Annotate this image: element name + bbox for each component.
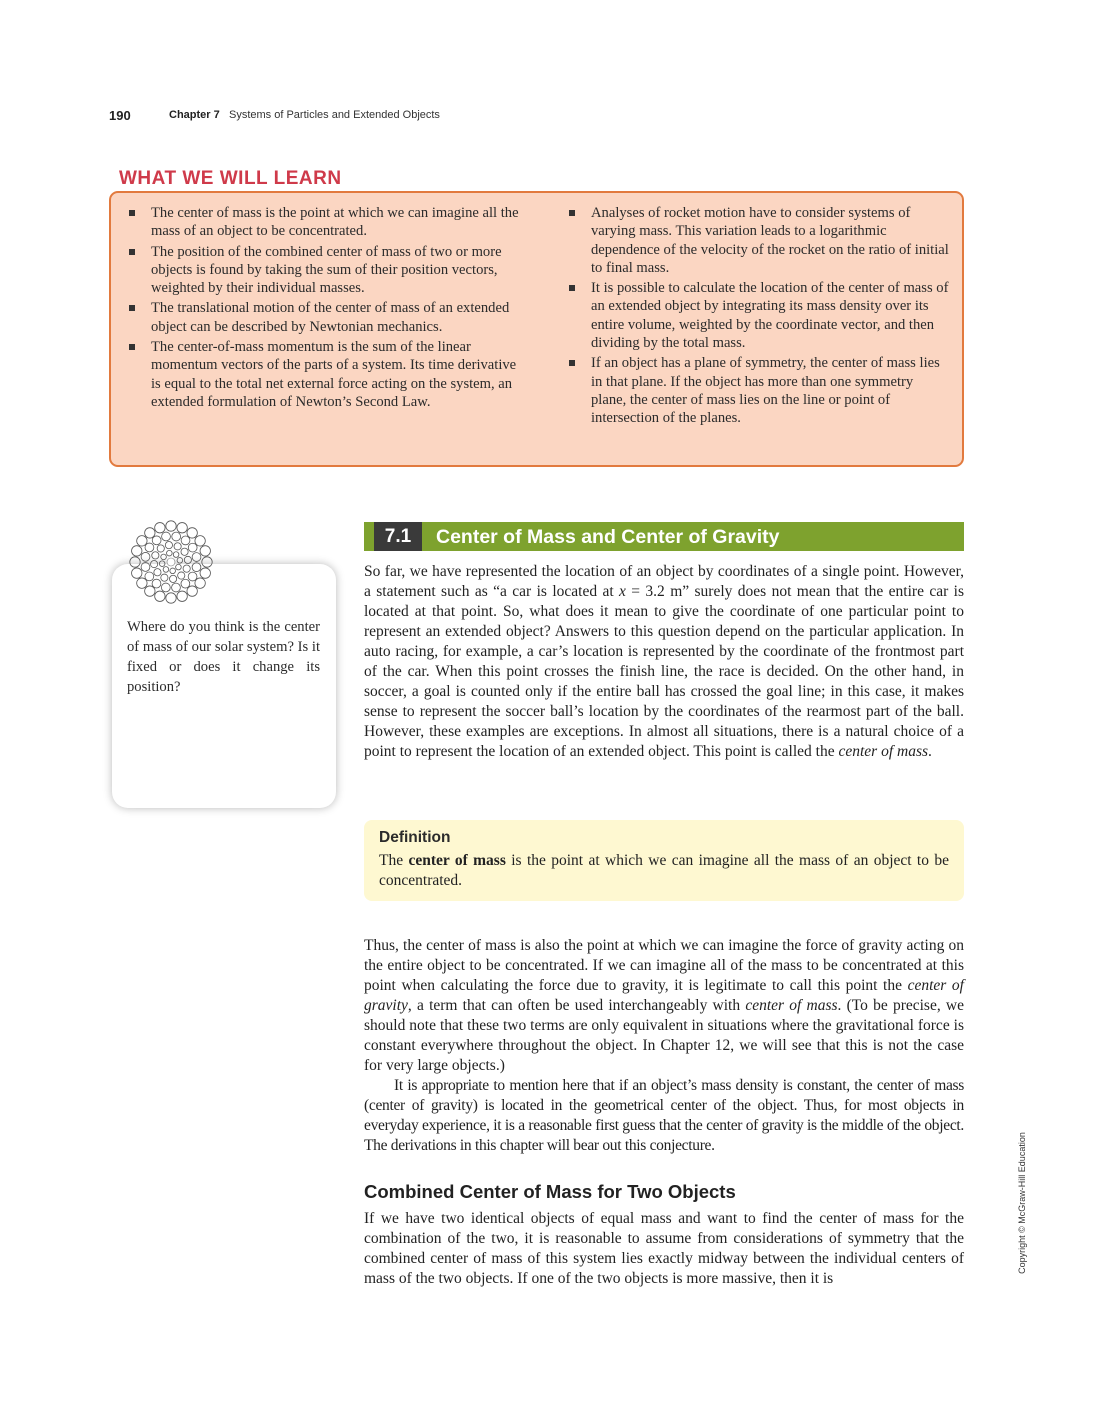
bullet-square-icon	[129, 305, 135, 311]
body-paragraph-4: If we have two identical objects of equal mass and want to find the center of mass for the combination of the two, it is reasonable to assume from considerations of symmetry that the combined center of mass of this system lies exactly midway between the individual centers of mass of the two objects. If one of the two objects is more massive, then it is	[364, 1210, 964, 1287]
flower-petal	[195, 536, 205, 546]
flower-petal	[192, 563, 201, 572]
bullet-square-icon	[569, 285, 575, 291]
bullet-square-icon	[129, 249, 135, 255]
flower-petal	[137, 536, 147, 546]
flower-petal	[172, 532, 181, 541]
body-paragraph-2: Thus, the center of mass is also the point at which we can imagine the force of gravity acting on the entire object to be concentrated. If we can imagine all of the mass to be concentrated at this point when calculating the force due to gravity, it is legitimate to call this point the center of gravity, a term that can often be used interchangeably with center of mass. (To be precise, we should note that these two terms are only equivalent in situations where the gravitational force is constant everywhere throughout the object. In Chapter 12, we will see that this is not the case for very large objects.)	[364, 937, 964, 1074]
subsection-heading: Combined Center of Mass for Two Objects	[364, 1181, 736, 1202]
flower-petal	[181, 548, 188, 555]
flower-petal	[195, 578, 205, 588]
flower-petal	[172, 583, 181, 592]
flower-petal	[145, 586, 155, 596]
flower-petal	[200, 568, 210, 578]
flower-petal	[154, 569, 161, 576]
flower-petal	[177, 591, 187, 601]
page-number: 190	[109, 108, 131, 123]
flower-petal	[132, 568, 142, 578]
learning-goals-right-list	[551, 204, 951, 430]
flower-petal	[145, 572, 154, 581]
flower-petal	[141, 552, 150, 561]
learning-goal-item	[111, 338, 521, 411]
flower-petal	[145, 528, 155, 538]
flower-petal	[163, 567, 169, 573]
flower-petal	[167, 550, 173, 556]
flower-petal	[165, 542, 172, 549]
margin-question-text: Where do you think is the center of mass of our solar system? Is it fixed or does it change its position?	[127, 619, 320, 695]
learning-goals-box	[109, 191, 964, 467]
learning-goal-text: Analyses of rocket motion have to consider systems of varying mass. This variation leads to a logarithmic dependence of the velocity of the rocket on the ratio of initial to final mass.	[591, 205, 949, 276]
flower-petal	[155, 523, 165, 533]
bullet-square-icon	[129, 344, 135, 350]
flower-petal	[155, 591, 165, 601]
learning-goal-text: The translational motion of the center of mass of an extended object can be described by Newtonian mechanics.	[151, 300, 510, 335]
emphasized-term: center of mass	[838, 743, 929, 760]
bullet-square-icon	[569, 360, 575, 366]
section-number: 7.1	[374, 522, 422, 551]
chapter-label: Chapter 7	[169, 109, 220, 121]
bullet-square-icon	[569, 210, 575, 216]
flower-petal	[183, 565, 190, 572]
learning-goal-item	[551, 279, 951, 352]
flower-petal	[202, 557, 212, 567]
learning-goals-left-list	[111, 204, 521, 413]
flower-petal	[188, 543, 197, 552]
flower-petal	[166, 521, 176, 531]
flower-petal	[187, 528, 197, 538]
flower-petal	[166, 593, 176, 603]
section-heading	[364, 522, 964, 551]
flower-petal	[145, 543, 154, 552]
flower-petal	[130, 557, 140, 567]
learning-goals-title: WHAT WE WILL LEARN	[119, 168, 342, 189]
flower-petal	[141, 563, 150, 572]
flower-petal	[181, 579, 190, 588]
learning-goal-text: The center-of-mass momentum is the sum of the linear momentum vectors of the parts of a system. Its time derivative is equal to the total net external force acting on the system, an extended formulation of Newton’s Second Law.	[151, 339, 517, 410]
flower-petal	[157, 545, 164, 552]
learning-goal-item	[551, 204, 951, 277]
flower-petal	[174, 543, 181, 550]
flower-petal	[162, 532, 171, 541]
flower-petal	[178, 572, 185, 579]
learning-goal-item	[111, 243, 521, 298]
emphasized-term: center of mass	[745, 997, 838, 1014]
definition-term: center of mass	[408, 852, 506, 869]
body-paragraph-1: So far, we have represented the location of an object by coordinates of a single point. However, a statement such as “a car is located at x = 3.2 m” surely does not mean that the entire car is located at that point. So, what does it mean to give the coordinate of one particular point to represent an extended object? Answers to this question depend on the particular application. In auto racing, for example, a car’s location is represented by the coordinate of the frontmost part of the car. When this point crosses the finish line, the race is decided. On the other hand, in soccer, a goal is counted only if the entire ball has crossed the goal line; in this case, it makes sense to represent the soccer ball’s location by the coordinates of the rearmost part of the ball. However, these examples are exceptions. In almost all situations, there is a natural choice of a point to represent the location of an extended object. This point is called the center of mass.	[364, 563, 964, 760]
flower-petal	[152, 552, 159, 559]
flower-petal	[161, 574, 168, 581]
flower-petal	[161, 583, 170, 592]
flower-petal	[192, 553, 201, 562]
bullet-square-icon	[129, 210, 135, 216]
flower-petal	[152, 536, 161, 545]
flower-petal	[177, 558, 183, 564]
flower-petal	[187, 586, 197, 596]
flower-petal	[200, 546, 210, 556]
flower-petal	[152, 579, 161, 588]
learning-goal-text: The center of mass is the point at which we can imagine all the mass of an object to be concentrated.	[151, 205, 519, 240]
flower-petal	[173, 552, 179, 558]
emphasized-term: center of gravity	[364, 977, 964, 1014]
flower-icon	[128, 519, 214, 605]
learning-goal-item	[111, 204, 521, 241]
flower-petal	[181, 536, 190, 545]
section-title: Center of Mass and Center of Gravity	[436, 526, 780, 548]
running-header	[109, 109, 969, 125]
flower-petal	[184, 556, 191, 563]
learning-goal-item	[551, 354, 951, 427]
flower-center	[167, 558, 175, 566]
body-paragraph-3: It is appropriate to mention here that if an object’s mass density is constant, the center of mass (center of gravity) is located in the geometrical center of the object. Thus, for most objects in everyday experience, it is a reasonable first guess that the center of gravity is the middle of the object. The derivations in this chapter will bear out this conjecture.	[364, 1077, 964, 1154]
math-variable: x	[619, 583, 626, 600]
definition-box	[364, 820, 964, 901]
flower-petal	[159, 561, 165, 567]
definition-title: Definition	[379, 829, 451, 846]
definition-text: The center of mass is the point at which we can imagine all the mass of an object to be concentrated.	[379, 852, 949, 889]
learning-goal-item	[111, 299, 521, 336]
flower-petal	[161, 554, 167, 560]
flower-petal	[132, 546, 142, 556]
flower-petal	[170, 575, 177, 582]
learning-goal-text: If an object has a plane of symmetry, the center of mass lies in that plane. If the object has more than one symmetry plane, the center of mass lies on the line or point of intersection of the planes.	[591, 355, 940, 427]
flower-petal	[188, 572, 197, 581]
learning-goal-text: The position of the combined center of mass of two or more objects is found by taking the sum of their position vectors, weighted by their individual masses.	[151, 243, 502, 297]
learning-goal-text: It is possible to calculate the location of the center of mass of an extended object by integrating its mass density over its entire volume, weighted by the coordinate vector, and then dividing by the total mass.	[591, 280, 949, 352]
flower-petal	[170, 568, 176, 574]
flower-petal	[137, 578, 147, 588]
flower-petal	[177, 523, 187, 533]
chapter-title: Systems of Particles and Extended Objects	[229, 109, 440, 121]
flower-petal	[151, 561, 158, 568]
flower-petal	[176, 564, 182, 570]
